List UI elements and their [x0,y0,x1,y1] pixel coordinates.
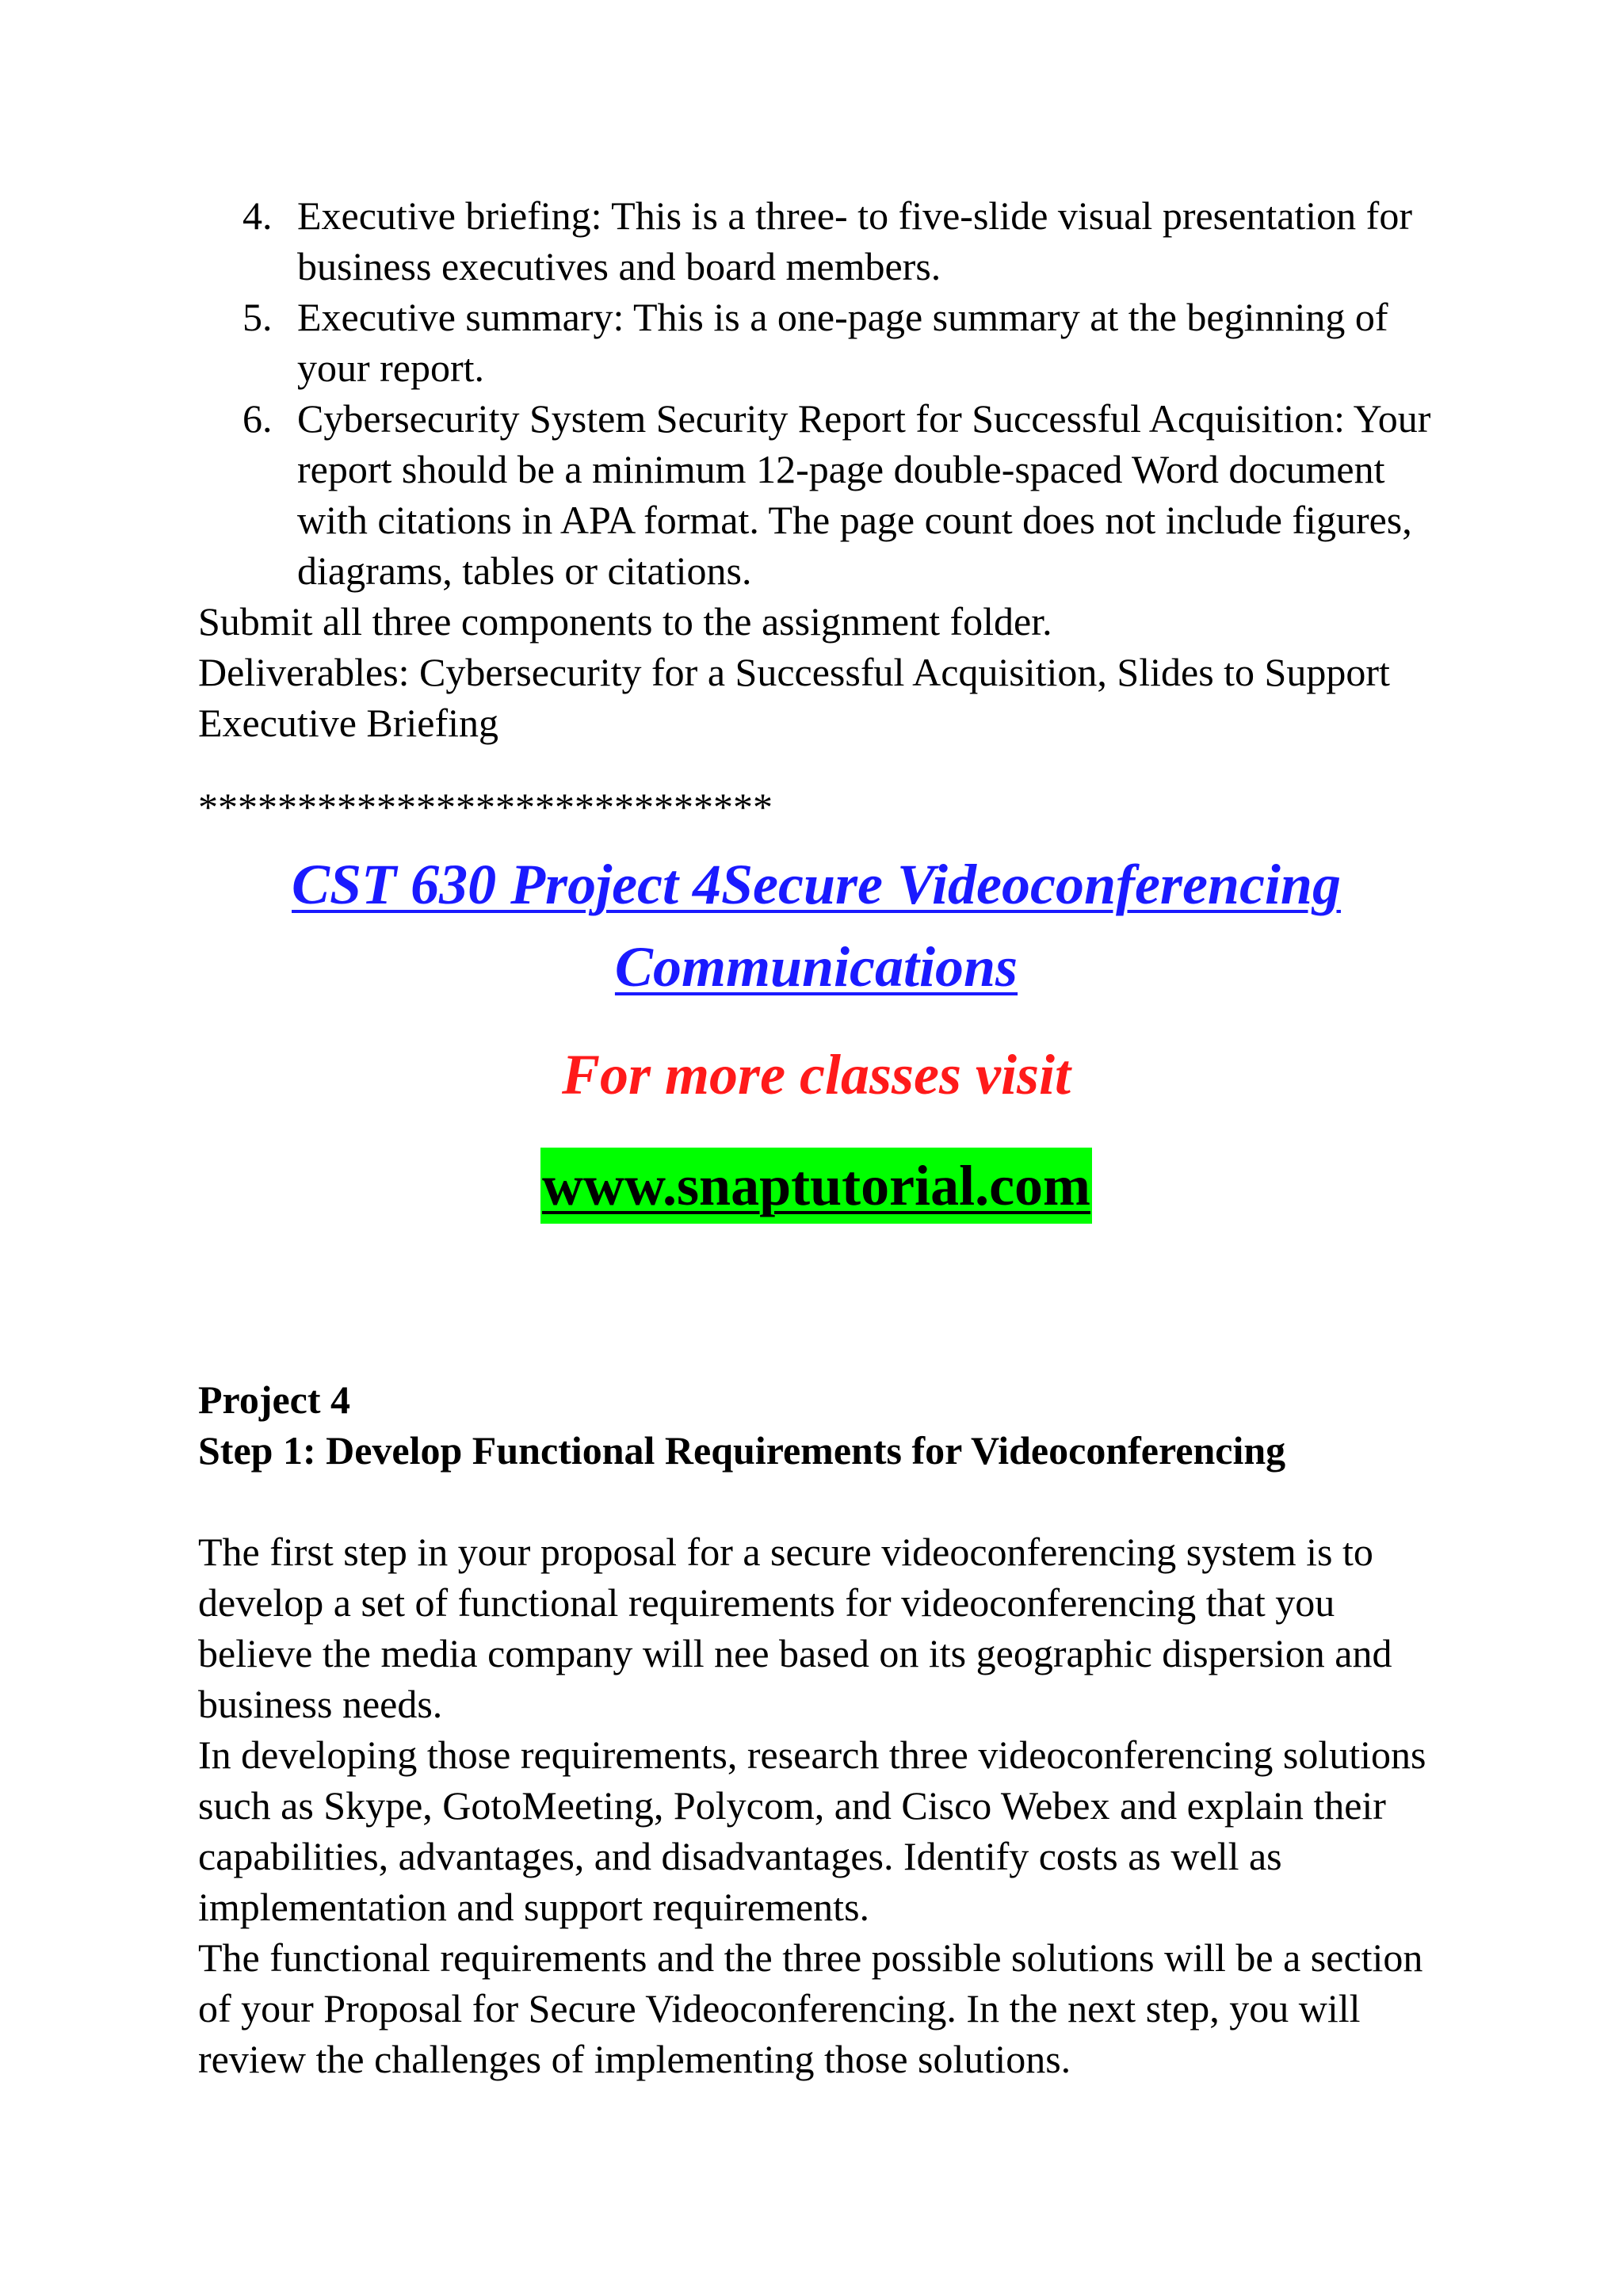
deliverables-text: Deliverables: Cybersecurity for a Successful Acquisition, Slides to Support Executive Briefing [198,650,1390,745]
list-item-number: 4. [242,193,273,238]
deliverables-list [198,190,1434,596]
list-item-text: Executive briefing: This is a three- to five-slide visual presentation for business executives and board members. [297,193,1412,288]
project-section [198,1374,1434,1476]
paragraph: The functional requirements and the three possible solutions will be a section of your Proposal for Secure Videoconferencing. In the next step, you will review the challenges of implementing those solutions. [198,1935,1423,2081]
project-heading: Project 4 [198,1377,351,1422]
submit-instruction: Submit all three components to the assignment folder. [198,599,1052,644]
step-paragraphs [198,1526,1434,2084]
list-item-text: Cybersecurity System Security Report for Successful Acquisition: Your report should be a minimum 12-page double-spaced Word document with citations in APA format. The page count does not include figures, diagrams, tables or citations. [297,396,1431,593]
paragraph: The first step in your proposal for a secure videoconferencing system is to develop a set of functional requirements for videoconferencing that you believe the media company will nee based on its geographic dispersion and business needs. [198,1530,1392,1726]
course-title-link[interactable]: CST 630 Project 4Secure Videoconferencing Communications [292,853,1341,999]
list-item [198,393,1434,596]
list-item [198,190,1434,292]
list-item-number: 6. [242,396,273,441]
step-heading: Step 1: Develop Functional Requirements for Videoconferencing [198,1428,1286,1473]
list-item-number: 5. [242,295,273,339]
separator-line: ***************************** [198,785,773,829]
list-item-text: Executive summary: This is a one-page summary at the beginning of your report. [297,295,1388,390]
website-link[interactable]: www.snaptutorial.com [540,1148,1092,1224]
paragraph: In developing those requirements, research three videoconferencing solutions such as Skype, GotoMeeting, Polycom, and Cisco Webex and explain their capabilities, advantages, and disadvantages. Identify costs as well as implementation and support requirements. [198,1733,1426,1929]
more-classes-text: For more classes visit [562,1043,1071,1106]
page-content [198,190,1434,2084]
list-item [198,292,1434,393]
website-wrapper [198,1148,1434,1224]
